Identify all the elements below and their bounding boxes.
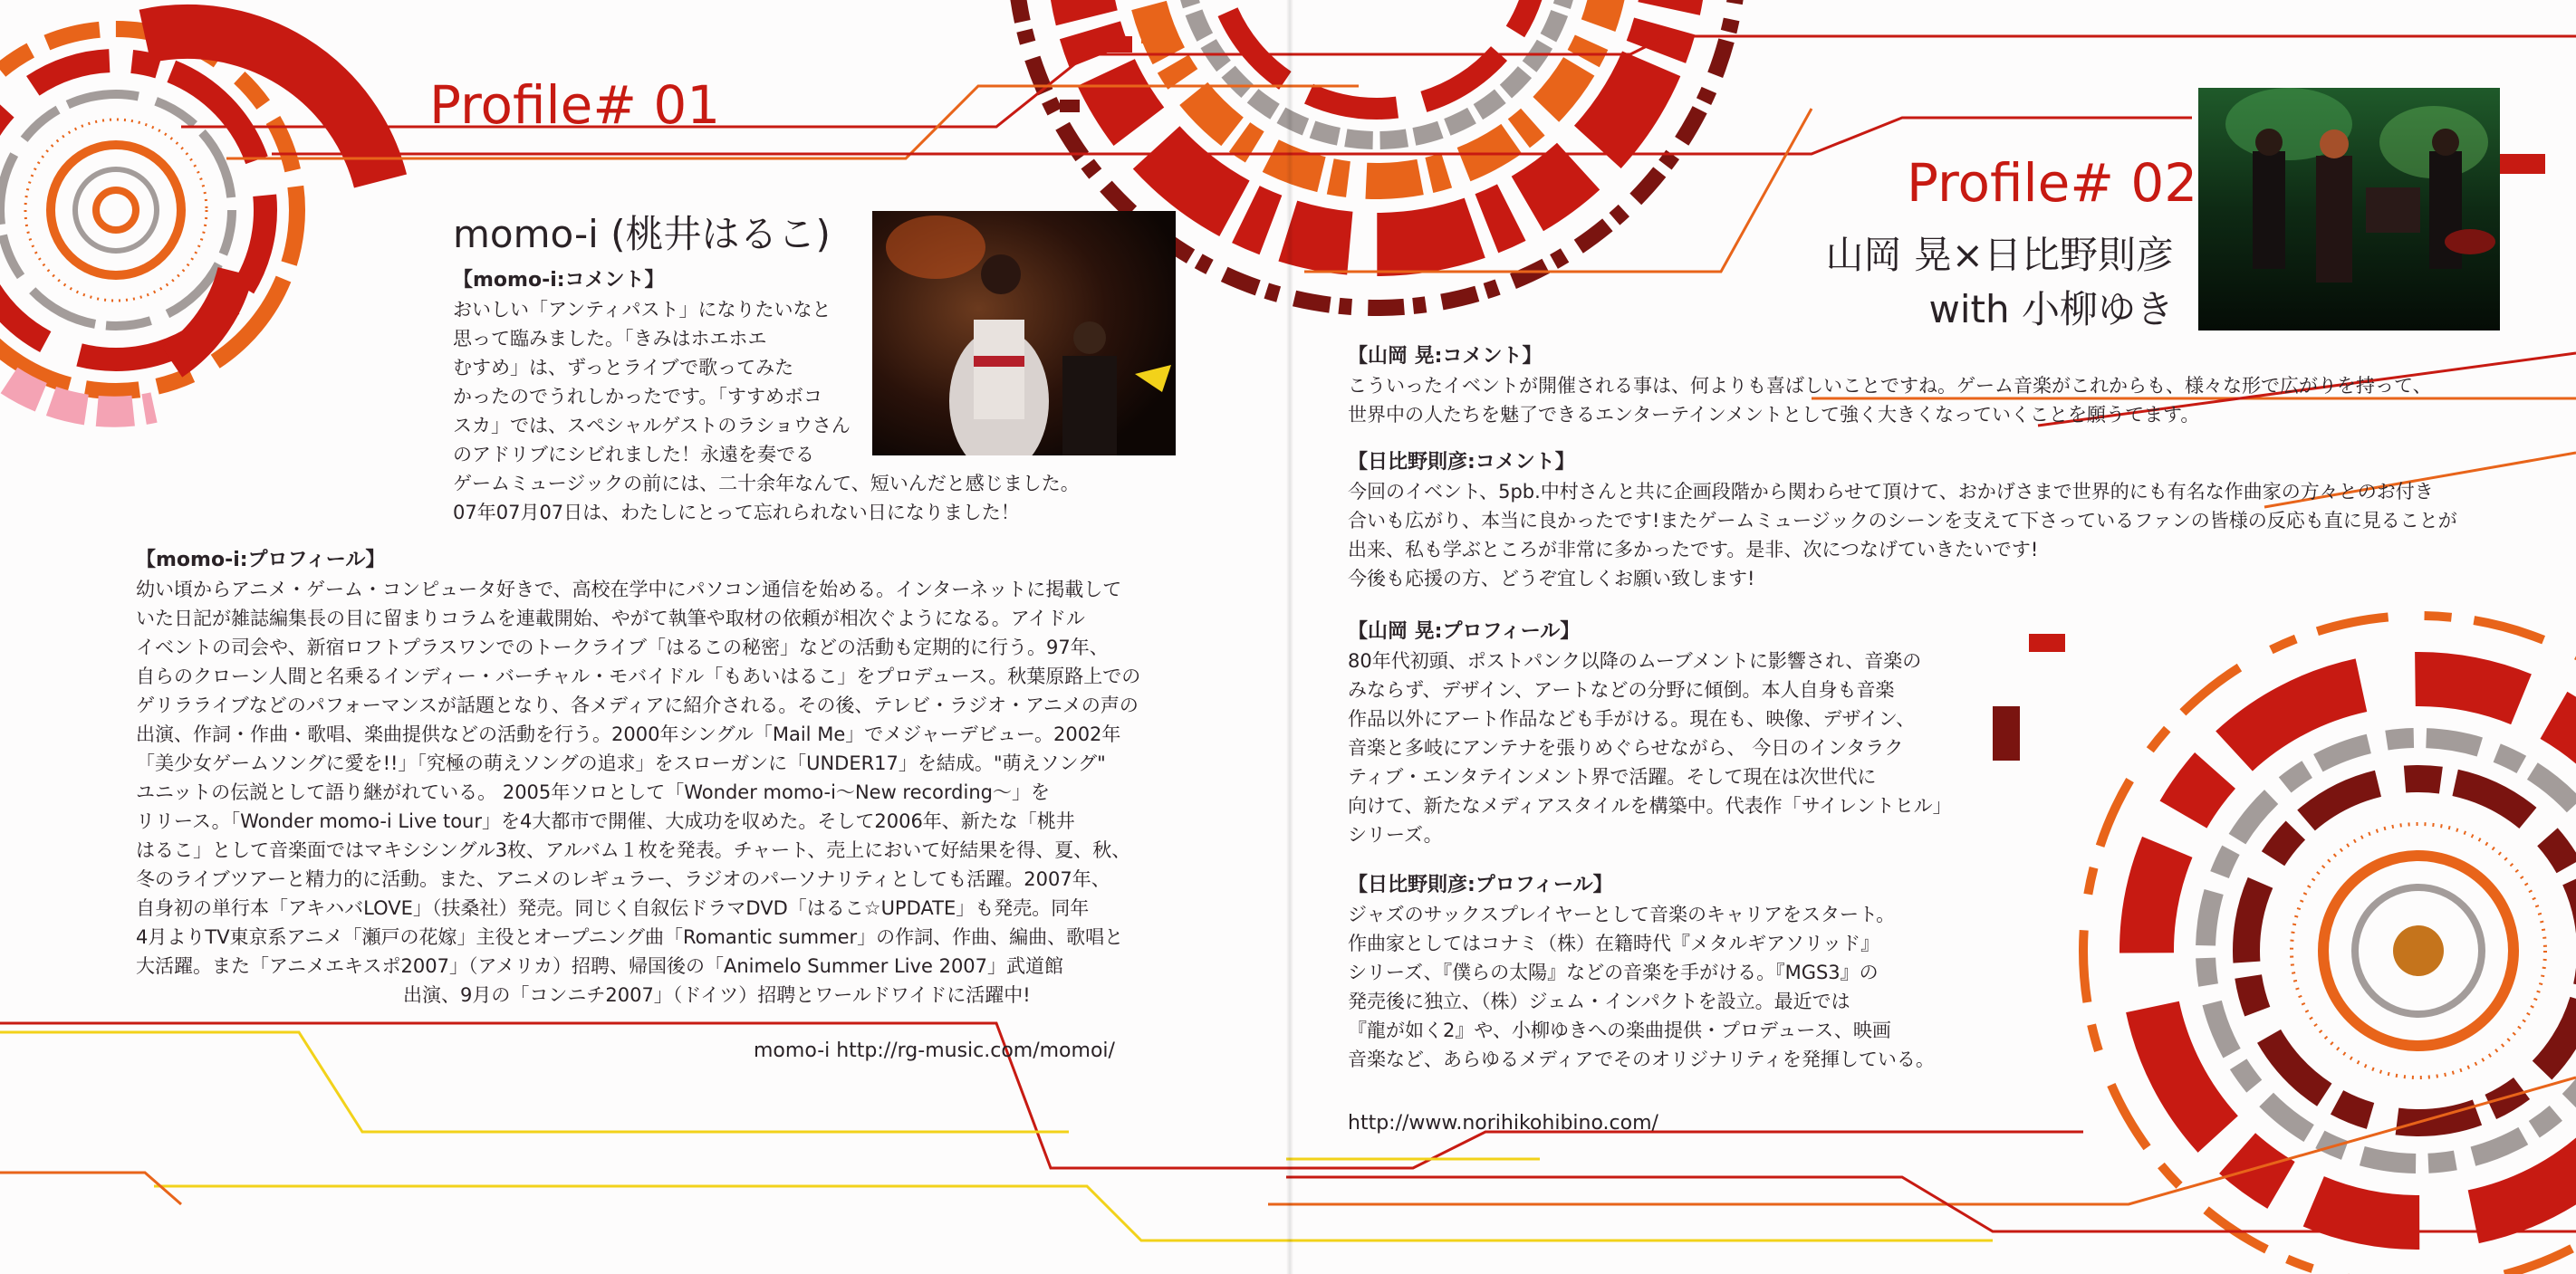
yamaoka-comment-block — [1348, 342, 2516, 429]
momo-i-profile-line: ユニットの伝説として語り継がれている。 2005年ソロとして「Wonder momo-i〜New recording〜」を — [136, 781, 1050, 803]
profile-02-artist-names — [1793, 228, 2174, 337]
hibino-profile-line: 『龍が如く2』や、小柳ゆきへの楽曲提供・プロデュース、映画 — [1348, 1020, 1891, 1041]
momo-i-profile-line: 冬のライブツアーと精力的に活動。また、アニメのレギュラー、ラジオのパーソナリティとしても活躍。2007年、 — [136, 868, 1110, 890]
momo-i-profile-line: 自身初の単行本「アキハバLOVE」（扶桑社）発売。同じく自叙伝ドラマDVD「はるこ☆UPDATE」も発売。同年 — [136, 897, 1090, 919]
yamaoka-profile-line: 音楽と多岐にアンテナを張りめぐらせながら、 今日のインタラク — [1348, 737, 1904, 759]
profile-01-title: Profile# 01 — [429, 74, 721, 136]
yamaoka-comment-heading: 【山岡 晃:コメント】 — [1348, 345, 1543, 368]
hibino-comment-line: 今回のイベント、5pb.中村さんと共に企画段階から関わらせて頂けて、おかげさまで世界的にも有名な作曲家の方々とのお付き — [1348, 481, 2434, 503]
momo-i-comment-line: かったのでうれしかったです。「すすめボコ — [453, 386, 823, 407]
momo-i-comment-line: 思って臨みました。「きみはホエホエ — [453, 328, 767, 350]
profile-02-title: Profile# 02 — [1907, 152, 2198, 214]
hibino-profile-line: ジャズのサックスプレイヤーとして音楽のキャリアをスタート。 — [1348, 904, 1896, 925]
hibino-profile-line: 作曲家としてはコナミ（株）在籍時代『メタルギアソリッド』 — [1348, 933, 1880, 954]
momo-i-comment-block — [453, 266, 1196, 527]
momo-i-profile-line: はるこ」として音楽面ではマキシシングル3枚、アルバム１枚を発表。チャート、売上において好結果を得、夏、秋、 — [136, 839, 1131, 861]
momo-i-comment-line: おいしい「アンティパスト」になりたいなと — [453, 299, 831, 321]
yamaoka-profile-line: みならず、デザイン、アートなどの分野に傾倒。本人自身も音楽 — [1348, 679, 1895, 701]
momo-i-comment-line: ゲームミュージックの前には、二十余年なんて、短いんだと感じました。 — [453, 473, 1080, 494]
momo-i-profile-line: ゲリラライブなどのパフォーマンスが話題となり、各メディアに紹介される。その後、テレビ・ラジオ・アニメの声の — [136, 694, 1139, 716]
hibino-comment-heading: 【日比野則彦:コメント】 — [1348, 451, 1575, 474]
yamaoka-profile-heading: 【山岡 晃:プロフィール】 — [1348, 620, 1581, 643]
momo-i-profile-line: イベントの司会や、新宿ロフトプラスワンでのトークライブ「はるこの秘密」などの活動も定期的に行う。97年、 — [136, 637, 1109, 658]
momo-i-comment-line: スカ」では、スペシャルゲストのラショウさん — [453, 415, 851, 436]
momo-i-profile-line: いた日記が雑誌編集長の目に留まりコラムを連載開始、やがて執筆や取材の依頼が相次ぐようになる。アイドル — [136, 608, 1085, 629]
yamaoka-comment-line: こういったイベントが開催される事は、何よりも喜ばしいことですね。ゲーム音楽がこれからも、様々な形で広がりを持って、 — [1348, 375, 2432, 397]
hibino-website-link[interactable]: http://www.norihikohibino.com/ — [1348, 1112, 1658, 1135]
hibino-profile-heading: 【日比野則彦:プロフィール】 — [1348, 874, 1613, 896]
momo-i-profile-line: 「美少女ゲームソングに愛を!!」「究極の萌えソングの追求」をスローガンに「UNDER17」を結成。"萌えソング" — [136, 752, 1106, 774]
profile-01-artist-name: momo-i (桃井はるこ) — [453, 212, 831, 256]
dial-ornament-bottom-right — [2083, 616, 2576, 1274]
hibino-comment-block — [1348, 448, 2516, 593]
profile-02-name-line2: with 小柳ゆき — [1928, 287, 2174, 331]
momo-i-profile-line: 出演、作詞・作曲・歌唱、楽曲提供などの活動を行う。2000年シングル「Mail Me」でメジャーデビュー。2002年 — [136, 723, 1121, 745]
yamaoka-profile-block — [1348, 618, 2000, 849]
momo-i-profile-line: 出演、9月の「コンニチ2007」（ドイツ）招聘とワールドワイドに活躍中! — [403, 984, 1031, 1006]
yamaoka-profile-line: ティブ・エンタテインメント界で活躍。そして現在は次世代に — [1348, 766, 1877, 788]
profile-02-name-line1: 山岡 晃×日比野則彦 — [1825, 233, 2174, 277]
hibino-comment-line: 合いも広がり、本当に良かったです!またゲームミュージックのシーンを支えて下さっているファンの皆様の反応も直に見ることが — [1348, 510, 2457, 532]
yamaoka-profile-line: 向けて、新たなメディアスタイルを構築中。代表作「サイレントヒル」 — [1348, 795, 1952, 817]
momo-i-profile-block — [136, 546, 1187, 1010]
hibino-profile-line: シリーズ、『僕らの太陽』などの音楽を手がける。『MGS3』の — [1348, 962, 1879, 983]
dial-ornament-top-left — [0, 29, 380, 412]
center-fold-shadow — [1286, 0, 1293, 1274]
momo-i-profile-line: 幼い頃からアニメ・ゲーム・コンピュータ好きで、高校在学中にパソコン通信を始める。インターネットに掲載して — [136, 579, 1122, 600]
momo-i-website-link[interactable]: momo-i http://rg-music.com/momoi/ — [754, 1039, 1115, 1062]
momo-i-profile-line: 自らのクローン人間と名乗るインディー・バーチャル・モバイドル「もあいはるこ」をプロデュース。秋葉原路上での — [136, 666, 1141, 687]
hibino-profile-block — [1348, 871, 2000, 1074]
yamaoka-comment-line: 世界中の人たちを魅了できるエンターテインメントとして強く大きくなっていくことを願うてます。 — [1348, 404, 2200, 426]
yamaoka-profile-line: 作品以外にアート作品なども手がける。現在も、映像、デザイン、 — [1348, 708, 1916, 730]
momo-i-profile-line: 大活躍。また「アニメエキスポ2007」（アメリカ）招聘、帰国後の「Animelo Summer Live 2007」武道館 — [136, 955, 1064, 977]
hibino-comment-line: 出来、私も学ぶところが非常に多かったです。是非、次につなげていきたいです! — [1348, 539, 2039, 560]
hibino-comment-line: 今後も応援の方、どうぞ宜しくお願い致します! — [1348, 568, 1755, 589]
momo-i-comment-line: のアドリブにシビれました！永遠を奏でる — [453, 444, 814, 465]
momo-i-comment-heading: 【momo-i:コメント】 — [453, 269, 665, 292]
hibino-profile-line: 発売後に独立、（株）ジェム・インパクトを設立。最近では — [1348, 991, 1850, 1012]
momo-i-profile-line: リリース。「Wonder momo-i Live tour」を4大都市で開催、大成功を収めた。そして2006年、新たな「桃井 — [136, 810, 1075, 832]
momo-i-comment-line: 07年07月07日は、わたしにとって忘れられない日になりました！ — [453, 502, 1020, 523]
yamaoka-profile-line: シリーズ。 — [1348, 824, 1443, 846]
yamaoka-profile-line: 80年代初頭、ポストパンク以降のムーブメントに影響され、音楽の — [1348, 650, 1922, 672]
momo-i-profile-line: 4月よりTV東京系アニメ「瀬戸の花嫁」主役とオープニング曲「Romantic summer」の作詞、作曲、編曲、歌唱と — [136, 926, 1124, 948]
band-live-photo — [2198, 88, 2500, 330]
hibino-profile-line: 音楽など、あらゆるメディアでそのオリジナリティを発揮している。 — [1348, 1049, 1935, 1070]
momo-i-comment-line: むすめ」は、ずっとライブで歌ってみた — [453, 357, 794, 378]
momo-i-profile-heading: 【momo-i:プロフィール】 — [136, 549, 386, 571]
